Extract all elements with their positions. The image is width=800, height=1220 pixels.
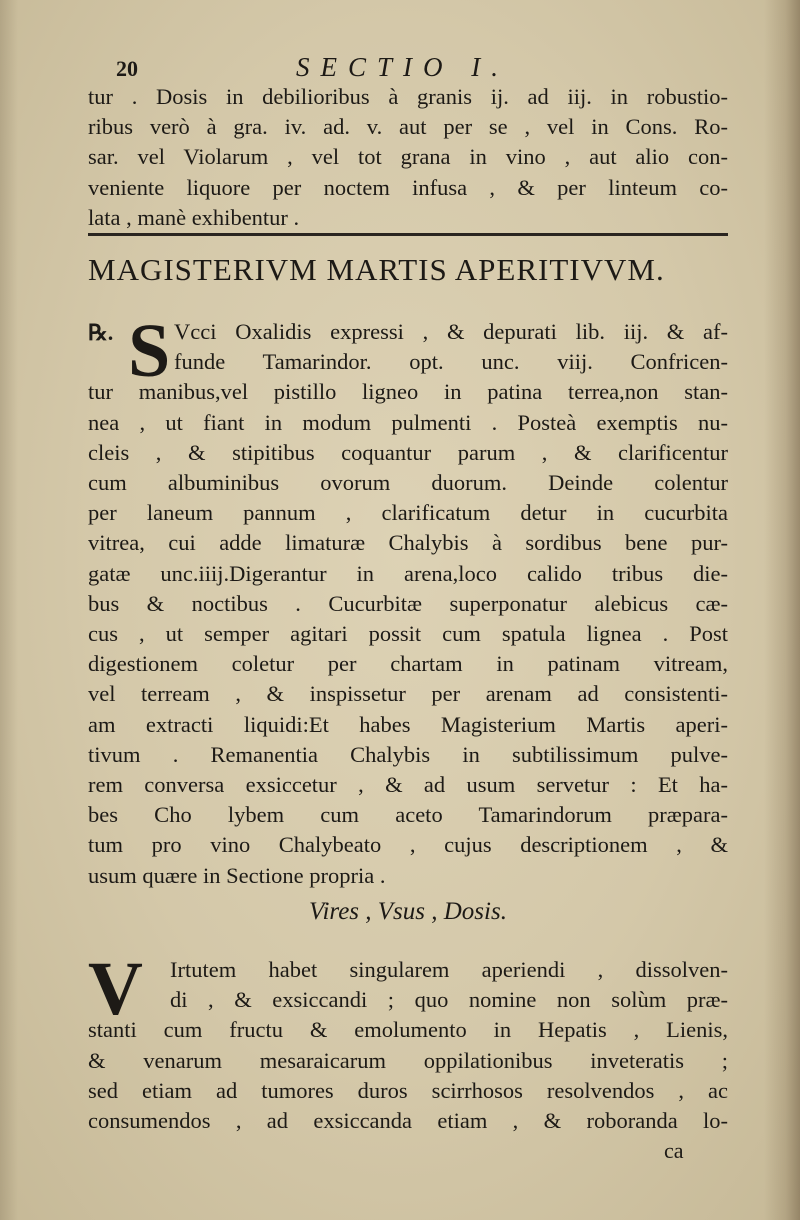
recipe-symbol: ℞. [88,320,114,345]
text-line: funde Tamarindor. opt. unc. viij. Confricen- [174,349,728,375]
text-line: vel terream , & inspissetur per arenam ad consistenti- [88,681,728,707]
page-edge-shadow [764,0,800,1220]
text-line: sed etiam ad tumores duros scirrhosos resolvendos , ac [88,1077,728,1103]
text-line: am extracti liquidi:Et habes Magisterium Martis aperi- [88,711,728,737]
text-line: digestionem coletur per chartam in patinam vitream, [88,651,728,677]
text-line: ribus verò à gra. iv. ad. v. aut per se , vel in Cons. Ro- [88,114,728,140]
text-line: usum quære in Sectione propria . [88,862,386,888]
text-line: sar. vel Violarum , vel tot grana in vino , aut alio con- [88,144,728,170]
recipe-paragraph [88,317,728,891]
running-head [86,52,726,86]
text-line: bes Cho lybem cum aceto Tamarindorum præpara- [88,802,728,828]
page-gutter-shadow [0,0,18,1220]
text-line: Vcci Oxalidis expressi , & depurati lib. iij. & af- [174,319,728,344]
text-line: gatæ unc.iiij.Digerantur in arena,loco calido tribus die- [88,560,728,586]
text-line: consumendos , ad exsiccanda etiam , & roboranda lo- [88,1108,728,1134]
text-line: cum albuminibus ovorum duorum. Deinde colentur [88,470,728,496]
text-line: cleis , & stipitibus coquantur parum , & clarificentur [88,439,728,465]
text-line: stanti cum fructu & emolumento in Hepatis , Lienis, [88,1017,728,1043]
catchword: ca [664,1138,684,1163]
recipe-heading: MAGISTERIVM MARTIS APERITIVVM. [88,252,665,287]
virtues-subheading: Vires , Vsus , Dosis. [309,898,507,925]
section-title: SECTIO I. [296,52,509,82]
text-line: veniente liquore per noctem infusa , & per linteum co- [88,174,728,200]
section-rule [88,233,728,236]
text-line: bus & noctibus . Cucurbitæ superponatur alebicus cæ- [88,590,728,616]
virtues-paragraph [88,955,728,1136]
text-line: tivum . Remanentia Chalybis in subtilissimum pulve- [88,741,728,767]
text-line: tum pro vino Chalybeato , cujus descriptionem , & [88,832,728,858]
text-line: per laneum pannum , clarificatum detur in cucurbita [88,500,728,526]
text-line: lata , manè exhibentur . [88,204,300,230]
text-line: nea , ut fiant in modum pulmenti . Posteà exemptis nu- [88,409,728,435]
drop-cap-s: S [128,309,171,393]
text-line: cus , ut semper agitari possit cum spatula lignea . Post [88,621,728,647]
text-line: & venarum mesaraicarum oppilationibus inveteratis ; [88,1047,728,1073]
intro-paragraph [88,82,728,233]
text-line: di , & exsiccandi ; quo nomine non solùm præ- [170,987,728,1013]
text-line: tur . Dosis in debilioribus à granis ij. ad iij. in robustio- [88,84,728,109]
text-line: vitrea, cui adde limaturæ Chalybis à sordibus bene pur- [88,530,728,556]
drop-cap-v: V [88,947,143,1031]
text-line: tur manibus,vel pistillo ligneo in patina terrea,non stan- [88,379,728,405]
page-number: 20 [116,56,138,81]
text-line: rem conversa exsiccetur , & ad usum servetur : Et ha- [88,772,728,798]
text-line: Irtutem habet singularem aperiendi , dissolven- [170,957,728,982]
